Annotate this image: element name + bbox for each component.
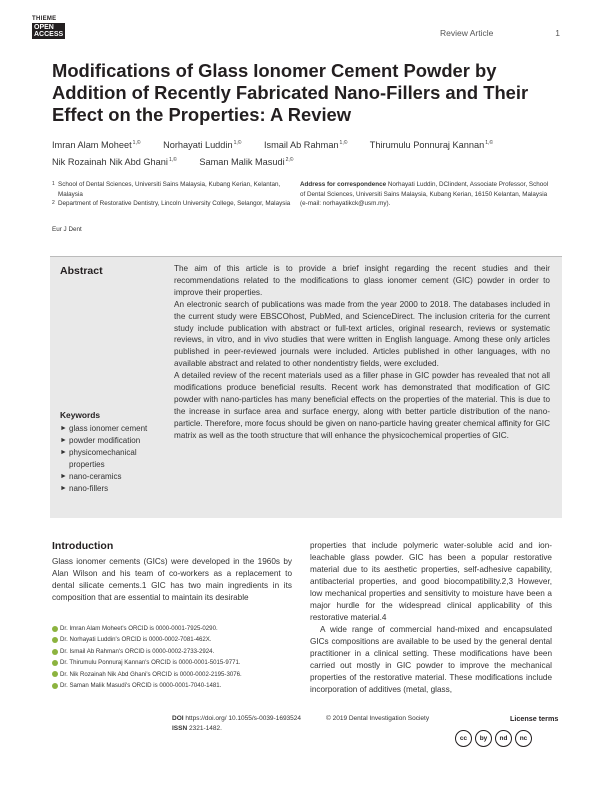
issn-label: ISSN	[172, 725, 188, 733]
orcid-icon	[52, 626, 58, 632]
author[interactable]: Nik Rozainah Nik Abd Ghani$^{1,©}$	[52, 157, 177, 167]
introduction-right-column	[310, 540, 552, 696]
orcid-icon	[52, 671, 58, 677]
abstract-paragraph: A detailed review of the recent materials used as a filler phase in GIC powder has revealed that not all modifications produce beneficial results. Recent work has demonstrated that modification of GIC powder with nano-particles has many beneficial effects on the properties of the material. This is due to the increase in surface area and surface energy, along with better particle distribution of the nano-particle. Therefore, more focus should be given on nano-particle having greater chemical affinity for GIC matrix as well as the tooth structure that will enhance the physicochemical properties of GIC.	[174, 371, 550, 440]
doi-label: DOI	[172, 715, 184, 722]
introduction-left-column: Glass ionomer cements (GICs) were developed in the 1960s by Alan Wilson and his team of co-workers as a replacement to dental silicate cements.1 GIC has two main ingredients in its composition that are essential to maintain its desirable	[52, 557, 292, 602]
introduction-heading: Introduction	[52, 540, 114, 552]
keyword-item: ► physicomechanical properties	[60, 447, 137, 469]
journal-abbrev: Eur J Dent	[52, 226, 82, 233]
orcid-icon	[52, 649, 58, 655]
arrow-right-icon: ►	[60, 448, 67, 456]
affiliation: 2 Department of Restorative Dentistry, Lincoln University College, Selangor, Malaysia	[52, 200, 291, 208]
license-heading: License terms	[510, 714, 559, 723]
logo-open-access-badge	[32, 23, 65, 39]
abstract-heading: Abstract	[60, 265, 103, 277]
keyword-item: ► glass ionomer cement	[60, 424, 148, 433]
orcid-item[interactable]: Dr. Nik Rozainah Nik Abd Ghani's ORCID is 0000-0002-2195-3076.	[52, 669, 302, 680]
author[interactable]: Norhayati Luddin$^{1,©}$	[163, 140, 242, 150]
logo-thieme-text: THIEME	[32, 16, 57, 22]
abstract-paragraph: The aim of this article is to provide a brief insight regarding the recent studies and their recommendations related to the modifications to glass ionomer cement (GIC) powder in order to improve their properties.	[174, 264, 550, 297]
arrow-right-icon: ►	[60, 436, 67, 444]
article-title: Modifications of Glass Ionomer Cement Powder by Addition of Recently Fabricated Nano-Fillers and Their Effect on the Properties: A Review	[52, 60, 529, 125]
author[interactable]: Ismail Ab Rahman$^{1,©}$	[263, 140, 348, 150]
orcid-item[interactable]: Dr. Imran Alam Moheet's ORCID is 0000-0001-7925-0290.	[52, 623, 302, 634]
doi-link[interactable]: https://doi.org/ 10.1055/s-0039-1693524	[185, 715, 302, 722]
doi-block	[172, 714, 312, 735]
logo-access-text: ACCESS	[34, 31, 64, 38]
body-paragraph: properties that include polymeric water-soluble acid and ion-leachable glass powder. GIC has been a popular restorative material due to its aesthetic properties, self-adhesive capability, antibacterial properties, and good biocompatibility.2,3 However, low mechanical properties and sensitivity to moisture have been a major hurdle for the widespread clinical applicability of this restorative material.4	[310, 541, 552, 622]
orcid-item[interactable]: Dr. Norhayati Luddin's ORCID is 0000-0002-7081-462X.	[52, 634, 302, 645]
keywords-heading: Keywords	[60, 410, 101, 420]
copyright-notice: © 2019 Dental Investigation Society	[326, 715, 430, 722]
author-list	[52, 136, 562, 170]
abstract-section	[50, 256, 562, 518]
keyword-item: ► nano-fillers	[60, 483, 109, 493]
orcid-item[interactable]: Dr. Saman Malik Masudi's ORCID is 0000-0001-7040-1481.	[52, 680, 302, 691]
issn-value: 2321-1482.	[188, 725, 222, 733]
cc-nd-icon: nd	[495, 730, 512, 747]
author[interactable]: Saman Malik Masudi$^{2,©}$	[199, 157, 294, 167]
author[interactable]: Imran Alam Moheet$^{1,©}$	[52, 140, 141, 150]
affiliations	[52, 180, 292, 209]
page-number: 1	[555, 28, 560, 38]
orcid-item[interactable]: Dr. Thirumulu Ponnuraj Kannan's ORCID is 0000-0001-5015-9771.	[52, 657, 302, 668]
author[interactable]: Thirumulu Ponnuraj Kannan$^{1,©}$	[369, 140, 494, 150]
correspondence-label: Address for correspondence	[300, 181, 387, 188]
running-header	[440, 28, 560, 38]
orcid-icon	[52, 660, 58, 666]
orcid-list	[52, 623, 302, 691]
body-paragraph: A wide range of commercial hand-mixed and encapsulated GICs compositions are available to be used by the general dental practitioner in a clinical setting. These modifications have been carried out mostly in GIC powder to improve the mechanical properties of the restorative material. These modifications include incorporation of additives (metal, glass,	[310, 625, 552, 694]
arrow-right-icon: ►	[60, 472, 67, 480]
abstract-paragraph: An electronic search of publications was made from the year 2000 to 2018. The databases included in the current study were EBSCOhost, PubMed, and ScienceDirect. The inclusion criteria for the current study include publication with abstract or full-text articles, original research, reviews or systematic reviews, in vitro, and in vivo studies that were written in English language. Among these only articles published in peer-reviewed journals were included. Articles published in other languages, with no available abstract and related to other nondentistry fields, were excluded.	[174, 299, 550, 369]
orcid-icon	[52, 683, 58, 689]
correspondence-address	[300, 180, 550, 209]
keyword-item: ► powder modification	[60, 435, 141, 445]
affiliation: 1 School of Dental Sciences, Universiti Sains Malaysia, Kubang Kerian, Kelantan, Malaysia	[52, 181, 281, 198]
thieme-open-access-logo	[32, 16, 66, 44]
cc-nc-icon: nc	[515, 730, 532, 747]
article-type: Review Article	[440, 28, 494, 38]
keywords-list	[60, 423, 172, 494]
orcid-icon	[52, 637, 58, 643]
arrow-right-icon: ►	[60, 484, 67, 492]
keyword-item: ► nano-ceramics	[60, 471, 122, 481]
arrow-right-icon: ►	[60, 425, 67, 432]
abstract-body	[174, 263, 550, 442]
cc-icon: cc	[455, 730, 472, 747]
correspondence-text: Norhayati Luddin, DClindent, Associate Professor, School of Dental Sciences, Universiti Sains Malaysia, Kubang Kerian, 16150 Kelantan, Malaysia (e-mail: norhayatikck@usm.my).	[300, 181, 549, 208]
orcid-item[interactable]: Dr. Ismail Ab Rahman's ORCID is 0000-0002-2733-2924.	[52, 646, 302, 657]
cc-license-icons[interactable]	[455, 730, 532, 747]
cc-by-icon: by	[475, 730, 492, 747]
logo-open-text: OPEN	[34, 24, 54, 31]
